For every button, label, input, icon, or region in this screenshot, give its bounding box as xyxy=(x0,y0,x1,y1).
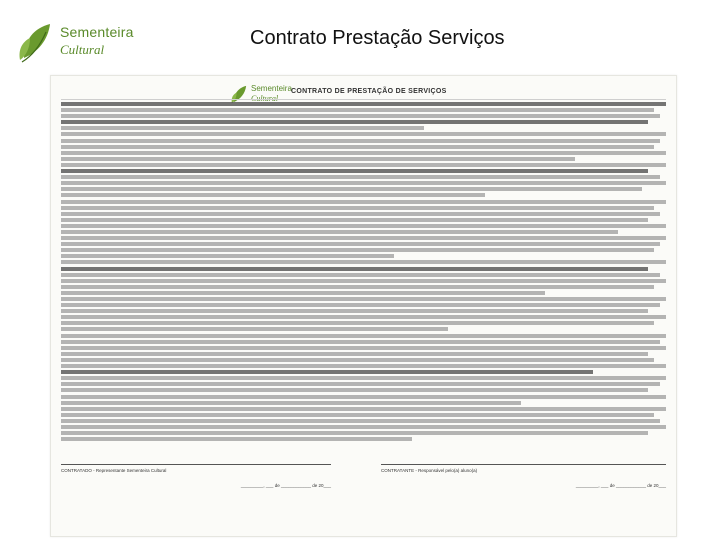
document-text-line xyxy=(61,273,660,277)
document-text-line xyxy=(61,364,666,368)
document-text-line xyxy=(61,236,666,240)
document-text-line xyxy=(61,376,666,380)
slide-title: Contrato Prestação Serviços xyxy=(250,27,505,49)
document-text-line xyxy=(61,254,394,258)
signature-date: _________, ___ de ____________ de 20___ xyxy=(240,483,331,488)
document-text-line xyxy=(61,425,666,429)
document-text-line xyxy=(61,108,654,112)
document-text-line xyxy=(61,114,660,118)
document-text-line xyxy=(61,224,666,228)
document-text-line xyxy=(61,139,660,143)
document-text-line xyxy=(61,230,618,234)
document-text-line xyxy=(61,102,666,106)
signature-label: CONTRATADO - Representante Sementeira Cultural xyxy=(61,468,167,473)
document-text-line xyxy=(61,303,660,307)
document-text-line xyxy=(61,163,666,167)
document-body-text xyxy=(61,102,666,447)
document-text-line xyxy=(61,200,666,204)
document-text-line xyxy=(61,388,648,392)
document-text-line xyxy=(61,175,660,179)
document-text-line xyxy=(61,212,660,216)
document-text-line xyxy=(61,419,660,423)
document-text-line xyxy=(61,370,593,374)
document-text-line xyxy=(61,340,660,344)
signature-area xyxy=(61,464,666,504)
document-text-line xyxy=(61,132,666,136)
document-text-line xyxy=(61,169,648,173)
signature-line xyxy=(61,464,331,465)
signature-label: CONTRATANTE - Responsável pelo(a) aluno(a) xyxy=(381,468,478,473)
document-text-line xyxy=(61,181,666,185)
signature-block-contratado xyxy=(61,464,331,488)
document-text-line xyxy=(61,260,666,264)
signature-date: _________, ___ de ____________ de 20___ xyxy=(575,483,666,488)
document-text-line xyxy=(61,327,448,331)
document-text-line xyxy=(61,120,648,124)
document-text-line xyxy=(61,242,660,246)
document-text-line xyxy=(61,352,648,356)
document-text-line xyxy=(61,346,666,350)
document-text-line xyxy=(61,145,654,149)
signature-block-contratante xyxy=(381,464,666,488)
document-text-line xyxy=(61,267,648,271)
document-logo-line1: Sementeira xyxy=(251,84,292,93)
document-text-line xyxy=(61,279,666,283)
document-text-line xyxy=(61,334,666,338)
brand-logo xyxy=(14,18,144,64)
document-text-line xyxy=(61,187,642,191)
document-text-line xyxy=(61,407,666,411)
document-text-line xyxy=(61,285,654,289)
document-text-line xyxy=(61,358,654,362)
leaf-icon xyxy=(14,18,56,64)
document-text-line xyxy=(61,126,424,130)
document-text-line xyxy=(61,291,545,295)
brand-name-line1: Sementeira xyxy=(60,24,134,40)
contract-document-image xyxy=(50,75,677,537)
document-text-line xyxy=(61,297,666,301)
document-text-line xyxy=(61,218,648,222)
document-text-line xyxy=(61,401,521,405)
brand-name-line2: Cultural xyxy=(60,42,105,57)
document-text-line xyxy=(61,413,654,417)
document-heading: CONTRATO DE PRESTAÇÃO DE SERVIÇOS xyxy=(291,88,447,95)
document-divider xyxy=(61,99,666,100)
document-text-line xyxy=(61,395,666,399)
document-text-line xyxy=(61,151,666,155)
document-text-line xyxy=(61,193,485,197)
document-text-line xyxy=(61,431,648,435)
document-text-line xyxy=(61,309,648,313)
document-text-line xyxy=(61,248,654,252)
document-text-line xyxy=(61,157,575,161)
document-text-line xyxy=(61,321,654,325)
document-text-line xyxy=(61,206,654,210)
document-text-line xyxy=(61,382,660,386)
document-text-line xyxy=(61,437,412,441)
document-text-line xyxy=(61,315,666,319)
signature-line xyxy=(381,464,666,465)
